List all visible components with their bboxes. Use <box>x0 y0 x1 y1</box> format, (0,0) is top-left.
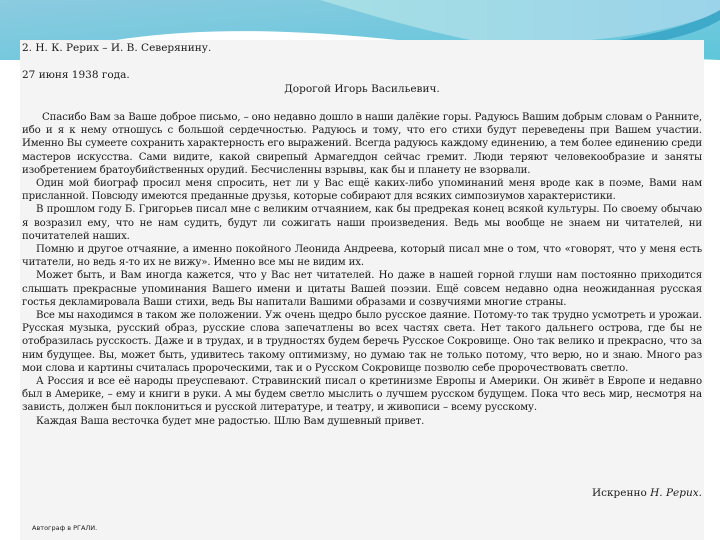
signature-name: Н. Рерих. <box>650 487 702 499</box>
letter-body <box>22 111 702 428</box>
paragraph: Спасибо Вам за Ваше доброе письмо, – оно недавно дошло в наши далёкие горы. Радуюсь Вашим добрым словам о Ранните, ибо и я к нему отношусь с большой сердечностью. Радуюсь и тому, что его стихи будут переведены при Вашем участии. Именно Вы сумеете сохранить характерность его выражений. Всегда радуюсь каждому единению, а тем более единению среди мастеров искусства. Сами видите, какой свирепый Армагеддон сейчас гремит. Люди теряют человекообразие и заняты изобретением братоубийственных орудий. Бесчисленны взрывы, как бы и планету не взорвали. <box>22 112 702 176</box>
paragraph: Каждая Ваша весточка будет мне радостью. Шлю Вам душевный привет. <box>36 415 425 427</box>
paragraph: А Россия и все её народы преуспевают. Стравинский писал о кретинизме Европы и Америки. Он живёт в Европе и недавно был в Америке, – ему и книги в руки. А мы будем светло мыслить о лучшем русском будущем. Пока что весь мир, несмотря на зависть, должен был поклониться и русской литературе, и театру, и живописи – всему русскому. <box>22 376 702 414</box>
footnote: Автограф в РГАЛИ. <box>32 524 98 532</box>
letter-date: 27 июня 1938 года. <box>22 69 130 81</box>
closing: Искренно <box>591 487 647 499</box>
letter-greeting: Дорогой Игорь Васильевич. <box>284 83 440 95</box>
letter-heading: 2. Н. К. Рерих – И. В. Северянину. <box>22 42 212 54</box>
paragraph: Может быть, и Вам иногда кажется, что у Вас нет читателей. Но даже в нашей горной глуши нам постоянно приходится слышать прекрасные упоминания Вашего имени и цитаты Вашей поэзии. Ещё совсем недавно одна неожиданная русская гостья декламировала Ваши стихи, ведь Вы напитали Вашими образами и созвучиями многие страны. <box>22 270 702 308</box>
paragraph: В прошлом году Б. Григорьев писал мне с великим отчаянием, как бы предрекая конец всякой культуры. По своему обычаю я возразил ему, что не нам судить, будут ли сожигать наши произведения. Ведь мы вообще не знаем ни читателей, ни почитателей наших. <box>22 204 702 242</box>
paragraph: Один мой биограф просил меня спросить, нет ли у Вас ещё каких-либо упоминаний меня вроде как в поэме, Вами нам присланной. Повсюду имеются преданные друзья, которые собирают для всяких симпозиумов характеристики. <box>22 178 702 203</box>
paragraph: Помню и другое отчаяние, а именно покойного Леонида Андреева, который писал мне о том, что «говорят, что у меня есть читатели, но ведь я-то их не вижу». Именно все мы не видим их. <box>22 244 702 269</box>
signature <box>592 487 702 499</box>
paragraph: Все мы находимся в таком же положении. Уж очень щедро было русское даяние. Потому-то так трудно усмотреть и урожаи. Русская музыка, русский образ, русские слова запечатлены во всех частях света. Нет такого дальнего острова, где бы не отобразилась русскость. Даже и в трудах, и в трудностях будем беречь Русское Сокровище. Оно так велико и прекрасно, что за ним будущее. Вы, может быть, удивитесь такому оптимизму, но думаю так не только потому, что верю, но и знаю. Много раз мои слова и картины считалась пророческими, так и о Русском Сокровище позволю себе пророчествовать светло. <box>22 310 702 374</box>
